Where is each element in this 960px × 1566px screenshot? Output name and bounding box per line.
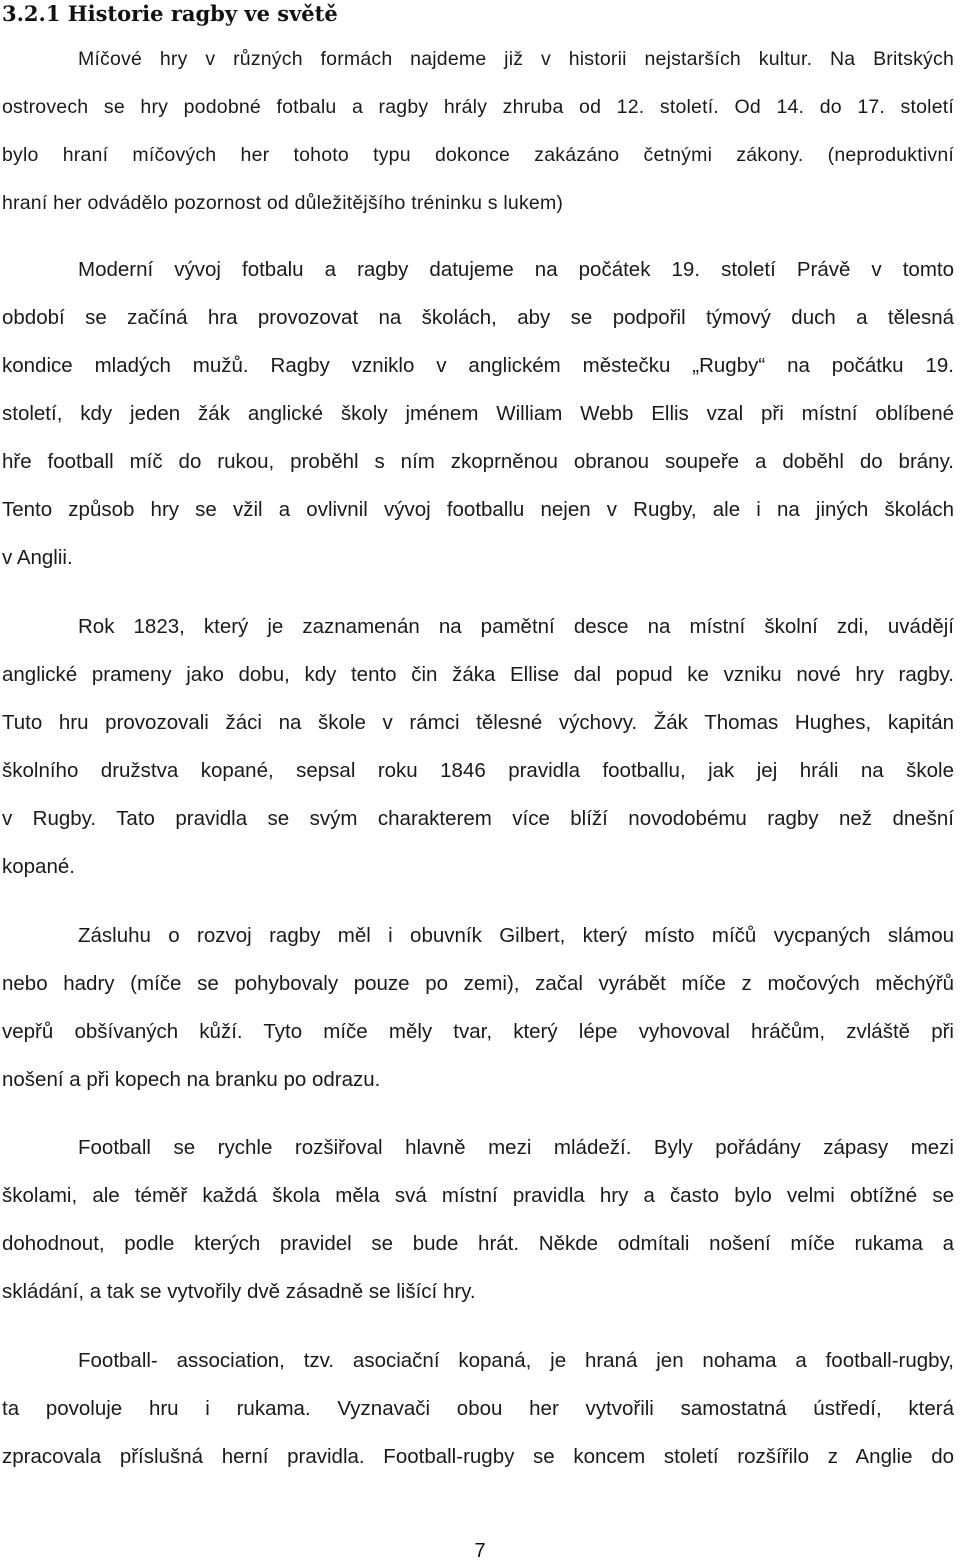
text-line: Football se rychle rozšiřoval hlavně mezi mládeží. Byly pořádány zápasy mezi <box>78 1136 954 1159</box>
text-line: kondice mladých mužů. Ragby vzniklo v anglickém městečku „Rugby“ na počátku 19. <box>2 354 954 377</box>
text-line: Tuto hru provozovali žáci na škole v rámci tělesné výchovy. Žák Thomas Hughes, kapitán <box>2 711 954 734</box>
text-line: Football- association, tzv. asociační kopaná, je hraná jen nohama a football-rugby, <box>78 1349 954 1372</box>
text-line: školního družstva kopané, sepsal roku 1846 pravidla footballu, jak jej hráli na škole <box>2 759 954 782</box>
text-line: školami, ale téměř každá škola měla svá místní pravidla hry a často bylo velmi obtížné se <box>2 1184 954 1207</box>
text-line: hraní her odvádělo pozornost od důležitějšího tréninku s lukem) <box>2 192 564 214</box>
text-line: v Anglii. <box>2 546 73 569</box>
text-line: nebo hadry (míče se pohybovaly pouze po zemi), začal vyrábět míče z močových měchýřů <box>2 972 954 995</box>
text-line: Míčové hry v různých formách najdeme již v historii nejstarších kultur. Na Britských <box>78 48 954 70</box>
text-line: století, kdy jeden žák anglické školy jménem William Webb Ellis vzal při místní oblíbené <box>2 402 954 425</box>
text-line: ostrovech se hry podobné fotbalu a ragby hrály zhruba od 12. století. Od 14. do 17. století <box>2 96 954 118</box>
text-line: vepřů obšívaných kůží. Tyto míče měly tvar, který lépe vyhovoval hráčům, zvláště při <box>2 1020 954 1043</box>
text-line: bylo hraní míčových her tohoto typu dokonce zakázáno četnými zákony. (neproduktivní <box>2 144 954 166</box>
text-line: zpracovala příslušná herní pravidla. Football-rugby se koncem století rozšířilo z Anglie do <box>2 1445 954 1468</box>
page-number: 7 <box>474 1540 486 1562</box>
text-line: Zásluhu o rozvoj ragby měl i obuvník Gilbert, který místo míčů vycpaných slámou <box>78 924 954 947</box>
section-heading: 3.2.1 Historie ragby ve světě <box>2 1 338 26</box>
text-line: Tento způsob hry se vžil a ovlivnil vývoj footballu nejen v Rugby, ale i na jiných školách <box>2 498 954 521</box>
text-line: Rok 1823, který je zaznamenán na pamětní desce na místní školní zdi, uvádějí <box>78 615 954 638</box>
text-line: dohodnout, podle kterých pravidel se bude hrát. Někde odmítali nošení míče rukama a <box>2 1232 954 1255</box>
text-line: skládání, a tak se vytvořily dvě zásadně se lišící hry. <box>2 1280 476 1303</box>
text-line: nošení a při kopech na branku po odrazu. <box>2 1068 381 1091</box>
text-line: Moderní vývoj fotbalu a ragby datujeme na počátek 19. století Právě v tomto <box>78 258 954 281</box>
text-line: kopané. <box>2 855 75 878</box>
text-line: ta povoluje hru i rukama. Vyznavači obou her vytvořili samostatná ústředí, která <box>2 1397 954 1420</box>
text-line: v Rugby. Tato pravidla se svým charakterem více blíží novodobému ragby než dnešní <box>2 807 954 830</box>
text-line: hře football míč do rukou, proběhl s ním zkoprněnou obranou soupeře a doběhl do brány. <box>2 450 954 473</box>
text-line: období se začíná hra provozovat na školách, aby se podpořil týmový duch a tělesná <box>2 306 954 329</box>
text-line: anglické prameny jako dobu, kdy tento čin žáka Ellise dal popud ke vzniku nové hry ragby. <box>2 663 954 686</box>
